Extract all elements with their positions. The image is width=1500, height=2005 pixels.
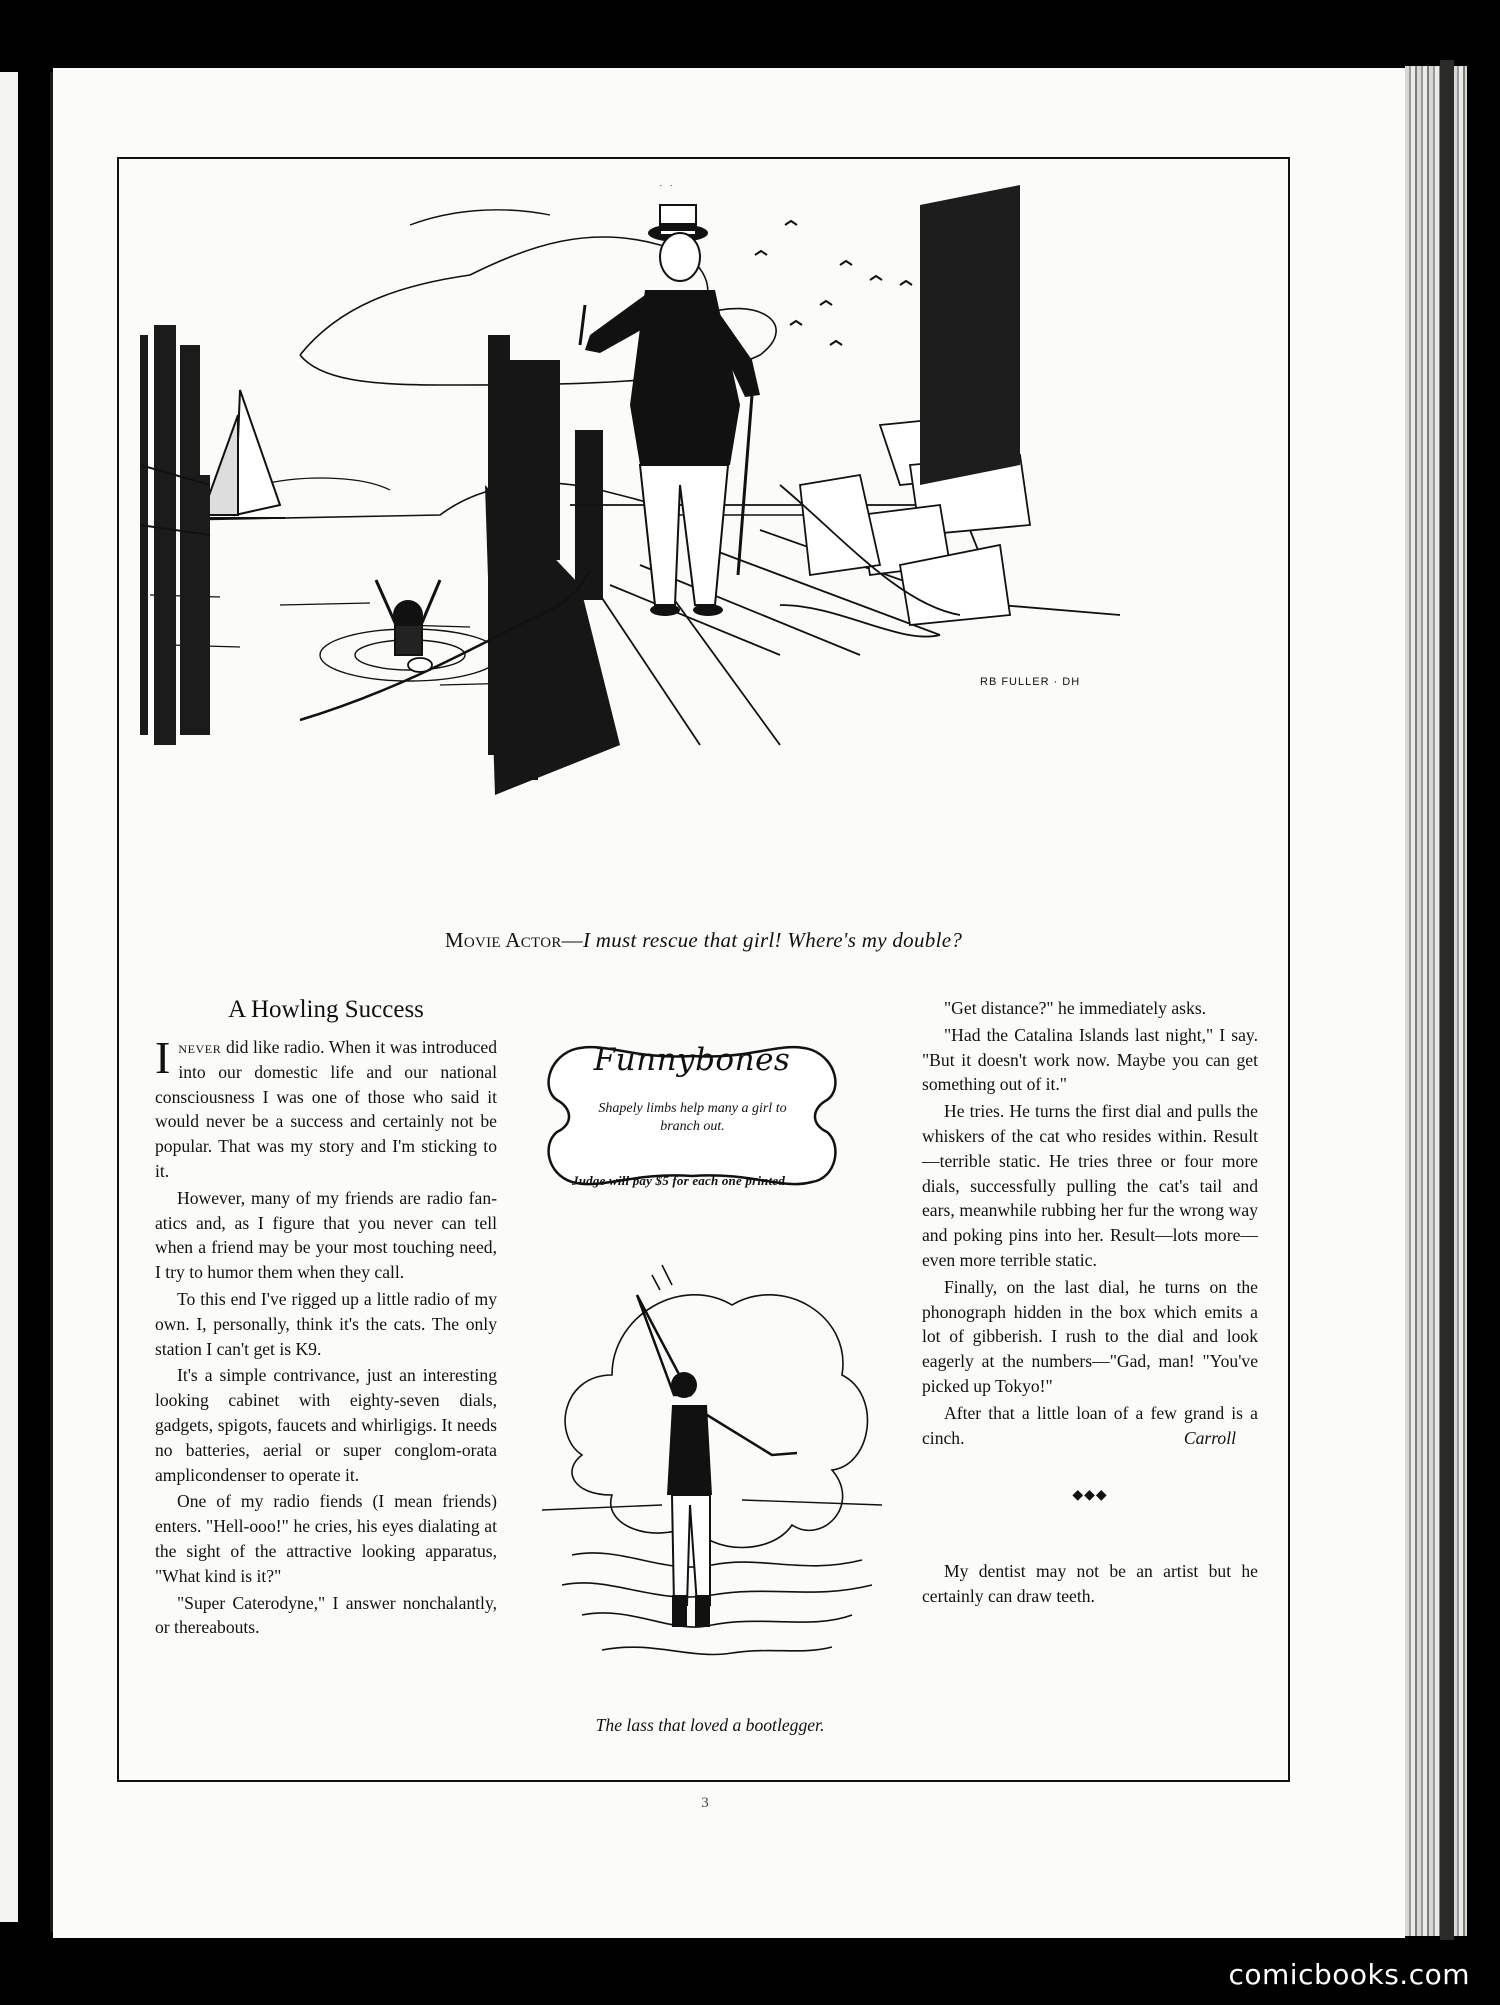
article-paragraph: One of my radio fiends (I mean friends) enters. "Hell-ooo!" he cries, his eyes dialating at the sight of the attractive looking apparatus, "What kind is it?" [155, 1491, 497, 1586]
funnybones-footer: Judge will pay $5 for each one printed [572, 1173, 786, 1188]
page-edge-shadow [1440, 60, 1454, 1940]
section-ornament: ◆◆◆ [1072, 1488, 1108, 1504]
article-column-3 [922, 996, 1258, 1611]
article-paragraph: Inever did like radio. When it was introduced into our domestic life and our national consciousness I was one of those who said it would never be a success and certainly not be popular. That was my story and I'm sticking to it. [155, 1032, 497, 1181]
girl-cartoon-caption: The lass that loved a bootlegger. [595, 1715, 825, 1735]
dentist-joke: My dentist may not be an artist but he certainly can draw teeth. [922, 1561, 1258, 1606]
article-paragraph: To this end I've rigged up a little radio of my own. I, personally, think it's the cats. The only station I can't get is K9. [155, 1288, 497, 1359]
funnybones-joke: Shapely limbs help many a girl to branch out. [598, 1101, 787, 1134]
caption-line: I must rescue that girl! Where's my double? [582, 928, 963, 952]
article-paragraph: "Had the Catalina Islands last night," I say. "But it doesn't work now. Maybe you can get something out of it." [922, 1024, 1258, 1095]
article-paragraph: However, many of my friends are radio fan-atics and, as I figure that you never can tell when a friend may be your most touching need, I try to humor them when they call. [155, 1187, 497, 1283]
cartoon-caption: Movie Actor—I must rescue that girl! Where's my double? [444, 928, 963, 952]
article-paragraph: Finally, on the last dial, he turns on the phonograph hidden in the box which emits a lot of gibberish. I rush to the dial and look eagerly at the numbers—"Gad, man! "You've picked up Tokyo!" [922, 1276, 1258, 1396]
site-watermark: comicbooks.com [1228, 1958, 1470, 1991]
caption-speaker: Movie Actor [444, 928, 562, 952]
lead-word: never [178, 1037, 222, 1057]
bathing-girl-cartoon [542, 1255, 882, 1695]
article-paragraph: He tries. He turns the first dial and pulls the whiskers of the cat who resides within. Result—terrible static. He tries three or four more dials, successfully pulling the cat's tail and ears, meanwhile rubbing her fur the wrong way and poking pins into her. Result—lots more—even more terrible static. [922, 1101, 1258, 1270]
artist-signature: RB FULLER · DH [980, 676, 1081, 688]
movie-actor-cartoon [140, 185, 1270, 905]
author-signature: Carroll [1183, 1427, 1236, 1448]
article-title: A Howling Success [228, 996, 424, 1023]
article-paragraph: "Super Caterodyne," I answer nonchalantly, or thereabouts. [155, 1592, 497, 1638]
page-edges [1405, 66, 1467, 1936]
page-number: 3 [701, 1795, 709, 1811]
drop-cap: I [155, 1032, 171, 1083]
funnybones-title: Funnybones [593, 1042, 791, 1078]
facing-page-edge [0, 72, 18, 1922]
article-paragraph: "Get distance?" he immediately asks. [944, 998, 1207, 1018]
article-paragraph: It's a simple contrivance, just an interesting looking cabinet with eighty-seven dials, gadgets, spigots, faucets and whirligigs. It needs no batteries, aerial or super conglom-orata amplicondenser to operate it. [155, 1365, 497, 1485]
article-paragraph: After that a little loan of a few grand is a cinch. Carroll [922, 1401, 1258, 1451]
article-column-1 [155, 1032, 497, 1642]
